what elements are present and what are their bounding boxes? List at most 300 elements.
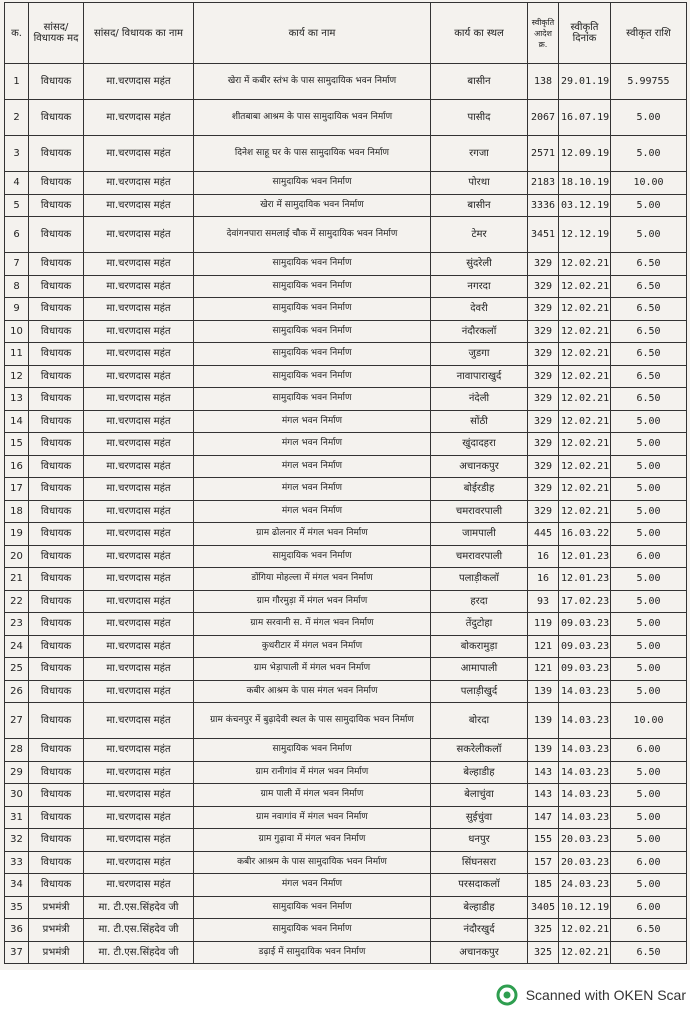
amount-cell: 5.00 bbox=[611, 829, 687, 852]
work-cell: दिनेश साहू घर के पास सामुदायिक भवन निर्माण bbox=[194, 136, 431, 172]
serial-cell: 4 bbox=[5, 172, 29, 195]
date-cell: 12.02.21 bbox=[559, 253, 611, 276]
serial-cell: 8 bbox=[5, 275, 29, 298]
place-cell: बोईरडीह bbox=[431, 478, 528, 501]
serial-cell: 9 bbox=[5, 298, 29, 321]
table-row bbox=[5, 874, 687, 897]
work-cell: शीतबाबा आश्रम के पास सामुदायिक भवन निर्माण bbox=[194, 100, 431, 136]
serial-cell: 28 bbox=[5, 739, 29, 762]
order-cell: 3336 bbox=[528, 194, 559, 217]
name-cell: मा.चरणदास महंत bbox=[84, 874, 194, 897]
header-post: सांसद/ विधायक मद bbox=[29, 3, 84, 64]
serial-cell: 1 bbox=[5, 64, 29, 100]
place-cell: नंदौरकलॉ bbox=[431, 320, 528, 343]
serial-cell: 33 bbox=[5, 851, 29, 874]
amount-cell: 6.50 bbox=[611, 365, 687, 388]
serial-cell: 23 bbox=[5, 613, 29, 636]
scan-watermark-text: Scanned with OKEN Scar bbox=[525, 987, 686, 1003]
name-cell: मा. टी.एस.सिंहदेव जी bbox=[84, 919, 194, 942]
place-cell: बेल्हाडीह bbox=[431, 761, 528, 784]
header-place: कार्य का स्थल bbox=[431, 3, 528, 64]
name-cell: मा.चरणदास महंत bbox=[84, 253, 194, 276]
order-cell: 119 bbox=[528, 613, 559, 636]
order-cell: 329 bbox=[528, 388, 559, 411]
serial-cell: 22 bbox=[5, 590, 29, 613]
place-cell: जामपाली bbox=[431, 523, 528, 546]
table-row bbox=[5, 761, 687, 784]
order-cell: 3405 bbox=[528, 896, 559, 919]
date-cell: 14.03.23 bbox=[559, 784, 611, 807]
order-cell: 16 bbox=[528, 568, 559, 591]
place-cell: चमरावरपाली bbox=[431, 545, 528, 568]
date-cell: 12.02.21 bbox=[559, 343, 611, 366]
name-cell: मा.चरणदास महंत bbox=[84, 320, 194, 343]
post-cell: विधायक bbox=[29, 784, 84, 807]
post-cell: विधायक bbox=[29, 500, 84, 523]
post-cell: विधायक bbox=[29, 100, 84, 136]
table-row bbox=[5, 680, 687, 703]
post-cell: विधायक bbox=[29, 217, 84, 253]
serial-cell: 24 bbox=[5, 635, 29, 658]
amount-cell: 6.50 bbox=[611, 298, 687, 321]
serial-cell: 17 bbox=[5, 478, 29, 501]
amount-cell: 5.00 bbox=[611, 568, 687, 591]
serial-cell: 20 bbox=[5, 545, 29, 568]
name-cell: मा.चरणदास महंत bbox=[84, 194, 194, 217]
work-cell: सामुदायिक भवन निर्माण bbox=[194, 545, 431, 568]
scan-badge bbox=[496, 984, 686, 1006]
work-cell: मंगल भवन निर्माण bbox=[194, 455, 431, 478]
serial-cell: 11 bbox=[5, 343, 29, 366]
post-cell: विधायक bbox=[29, 433, 84, 456]
table-row bbox=[5, 851, 687, 874]
serial-cell: 32 bbox=[5, 829, 29, 852]
order-cell: 157 bbox=[528, 851, 559, 874]
place-cell: बोरदा bbox=[431, 703, 528, 739]
name-cell: मा. टी.एस.सिंहदेव जी bbox=[84, 941, 194, 964]
order-cell: 147 bbox=[528, 806, 559, 829]
post-cell: विधायक bbox=[29, 298, 84, 321]
serial-cell: 37 bbox=[5, 941, 29, 964]
table-row bbox=[5, 64, 687, 100]
serial-cell: 29 bbox=[5, 761, 29, 784]
date-cell: 12.02.21 bbox=[559, 500, 611, 523]
amount-cell: 5.00 bbox=[611, 806, 687, 829]
oken-scanner-logo-icon bbox=[496, 984, 518, 1006]
post-cell: विधायक bbox=[29, 478, 84, 501]
order-cell: 329 bbox=[528, 365, 559, 388]
serial-cell: 34 bbox=[5, 874, 29, 897]
amount-cell: 5.00 bbox=[611, 658, 687, 681]
place-cell: नंदौरखुर्द bbox=[431, 919, 528, 942]
work-cell: कबीर आश्रम के पास सामुदायिक भवन निर्माण bbox=[194, 851, 431, 874]
work-cell: मंगल भवन निर्माण bbox=[194, 478, 431, 501]
name-cell: मा.चरणदास महंत bbox=[84, 500, 194, 523]
date-cell: 03.12.19 bbox=[559, 194, 611, 217]
name-cell: मा.चरणदास महंत bbox=[84, 433, 194, 456]
order-cell: 329 bbox=[528, 478, 559, 501]
table-row bbox=[5, 455, 687, 478]
order-cell: 16 bbox=[528, 545, 559, 568]
name-cell: मा.चरणदास महंत bbox=[84, 455, 194, 478]
date-cell: 12.02.21 bbox=[559, 365, 611, 388]
order-cell: 329 bbox=[528, 455, 559, 478]
place-cell: चमरावरपाली bbox=[431, 500, 528, 523]
amount-cell: 5.00 bbox=[611, 100, 687, 136]
table-row bbox=[5, 941, 687, 964]
post-cell: प्रभमंत्री bbox=[29, 919, 84, 942]
date-cell: 12.01.23 bbox=[559, 545, 611, 568]
place-cell: खुंदादहरा bbox=[431, 433, 528, 456]
amount-cell: 5.00 bbox=[611, 478, 687, 501]
amount-cell: 5.00 bbox=[611, 613, 687, 636]
post-cell: विधायक bbox=[29, 635, 84, 658]
work-cell: ग्राम सरवानी स. में मंगल भवन निर्माण bbox=[194, 613, 431, 636]
post-cell: विधायक bbox=[29, 64, 84, 100]
work-cell: सामुदायिक भवन निर्माण bbox=[194, 172, 431, 195]
serial-cell: 5 bbox=[5, 194, 29, 217]
date-cell: 12.09.19 bbox=[559, 136, 611, 172]
place-cell: पलाड़ीखुर्द bbox=[431, 680, 528, 703]
name-cell: मा.चरणदास महंत bbox=[84, 343, 194, 366]
place-cell: अचानकपुर bbox=[431, 941, 528, 964]
amount-cell: 6.50 bbox=[611, 320, 687, 343]
amount-cell: 5.00 bbox=[611, 194, 687, 217]
work-cell: सामुदायिक भवन निर्माण bbox=[194, 739, 431, 762]
amount-cell: 5.00 bbox=[611, 217, 687, 253]
post-cell: विधायक bbox=[29, 455, 84, 478]
table-row bbox=[5, 343, 687, 366]
post-cell: विधायक bbox=[29, 343, 84, 366]
date-cell: 14.03.23 bbox=[559, 680, 611, 703]
post-cell: विधायक bbox=[29, 739, 84, 762]
place-cell: नावापाराखुर्द bbox=[431, 365, 528, 388]
place-cell: पासीद bbox=[431, 100, 528, 136]
post-cell: विधायक bbox=[29, 829, 84, 852]
amount-cell: 5.00 bbox=[611, 136, 687, 172]
amount-cell: 6.00 bbox=[611, 739, 687, 762]
amount-cell: 6.50 bbox=[611, 343, 687, 366]
date-cell: 17.02.23 bbox=[559, 590, 611, 613]
name-cell: मा.चरणदास महंत bbox=[84, 100, 194, 136]
name-cell: मा.चरणदास महंत bbox=[84, 388, 194, 411]
date-cell: 12.02.21 bbox=[559, 433, 611, 456]
work-cell: कुधरीटार में मंगल भवन निर्माण bbox=[194, 635, 431, 658]
post-cell: विधायक bbox=[29, 590, 84, 613]
amount-cell: 5.00 bbox=[611, 590, 687, 613]
serial-cell: 10 bbox=[5, 320, 29, 343]
date-cell: 12.02.21 bbox=[559, 919, 611, 942]
post-cell: विधायक bbox=[29, 194, 84, 217]
work-cell: ग्राम गौरमुड़ा में मंगल भवन निर्माण bbox=[194, 590, 431, 613]
order-cell: 139 bbox=[528, 739, 559, 762]
date-cell: 14.03.23 bbox=[559, 739, 611, 762]
amount-cell: 6.50 bbox=[611, 388, 687, 411]
post-cell: विधायक bbox=[29, 545, 84, 568]
post-cell: विधायक bbox=[29, 275, 84, 298]
place-cell: देवरी bbox=[431, 298, 528, 321]
serial-cell: 16 bbox=[5, 455, 29, 478]
place-cell: नगरदा bbox=[431, 275, 528, 298]
post-cell: विधायक bbox=[29, 568, 84, 591]
serial-cell: 7 bbox=[5, 253, 29, 276]
date-cell: 24.03.23 bbox=[559, 874, 611, 897]
place-cell: बेलाचुंवा bbox=[431, 784, 528, 807]
name-cell: मा.चरणदास महंत bbox=[84, 523, 194, 546]
place-cell: परसदाकलॉ bbox=[431, 874, 528, 897]
post-cell: विधायक bbox=[29, 320, 84, 343]
work-cell: खेरा में कबीर स्तंभ के पास सामुदायिक भवन निर्माण bbox=[194, 64, 431, 100]
table-header-row bbox=[5, 3, 687, 64]
post-cell: विधायक bbox=[29, 806, 84, 829]
table-row bbox=[5, 919, 687, 942]
post-cell: विधायक bbox=[29, 388, 84, 411]
table-row bbox=[5, 194, 687, 217]
table-row bbox=[5, 298, 687, 321]
post-cell: विधायक bbox=[29, 523, 84, 546]
order-cell: 329 bbox=[528, 343, 559, 366]
serial-cell: 18 bbox=[5, 500, 29, 523]
name-cell: मा.चरणदास महंत bbox=[84, 298, 194, 321]
table-row bbox=[5, 136, 687, 172]
place-cell: अचानकपुर bbox=[431, 455, 528, 478]
date-cell: 29.01.19 bbox=[559, 64, 611, 100]
order-cell: 139 bbox=[528, 703, 559, 739]
amount-cell: 5.00 bbox=[611, 680, 687, 703]
serial-cell: 36 bbox=[5, 919, 29, 942]
date-cell: 12.01.23 bbox=[559, 568, 611, 591]
place-cell: सकरेलीकलॉ bbox=[431, 739, 528, 762]
post-cell: विधायक bbox=[29, 874, 84, 897]
amount-cell: 6.50 bbox=[611, 941, 687, 964]
post-cell: विधायक bbox=[29, 172, 84, 195]
order-cell: 329 bbox=[528, 275, 559, 298]
table-row bbox=[5, 523, 687, 546]
table-row bbox=[5, 658, 687, 681]
work-cell: मंगल भवन निर्माण bbox=[194, 500, 431, 523]
post-cell: विधायक bbox=[29, 410, 84, 433]
date-cell: 12.02.21 bbox=[559, 455, 611, 478]
order-cell: 329 bbox=[528, 410, 559, 433]
table-row bbox=[5, 365, 687, 388]
serial-cell: 19 bbox=[5, 523, 29, 546]
work-cell: सामुदायिक भवन निर्माण bbox=[194, 388, 431, 411]
table-row bbox=[5, 478, 687, 501]
place-cell: तेंदुटोहा bbox=[431, 613, 528, 636]
table-row bbox=[5, 703, 687, 739]
work-cell: कबीर आश्रम के पास मंगल भवन निर्माण bbox=[194, 680, 431, 703]
amount-cell: 5.00 bbox=[611, 410, 687, 433]
date-cell: 12.02.21 bbox=[559, 941, 611, 964]
name-cell: मा.चरणदास महंत bbox=[84, 613, 194, 636]
amount-cell: 6.50 bbox=[611, 253, 687, 276]
work-cell: डढ़ाई में सामुदायिक भवन निर्माण bbox=[194, 941, 431, 964]
table-row bbox=[5, 253, 687, 276]
header-date: स्वीकृति दिनांक bbox=[559, 3, 611, 64]
amount-cell: 5.00 bbox=[611, 874, 687, 897]
table-row bbox=[5, 739, 687, 762]
name-cell: मा.चरणदास महंत bbox=[84, 410, 194, 433]
work-cell: सामुदायिक भवन निर्माण bbox=[194, 343, 431, 366]
serial-cell: 35 bbox=[5, 896, 29, 919]
serial-cell: 30 bbox=[5, 784, 29, 807]
work-cell: ग्राम गुढ़ावा में मंगल भवन निर्माण bbox=[194, 829, 431, 852]
work-cell: सामुदायिक भवन निर्माण bbox=[194, 919, 431, 942]
place-cell: आमापाली bbox=[431, 658, 528, 681]
place-cell: धनपुर bbox=[431, 829, 528, 852]
post-cell: प्रभमंत्री bbox=[29, 896, 84, 919]
name-cell: मा.चरणदास महंत bbox=[84, 365, 194, 388]
date-cell: 14.03.23 bbox=[559, 761, 611, 784]
table-row bbox=[5, 320, 687, 343]
amount-cell: 6.50 bbox=[611, 275, 687, 298]
header-name: सांसद/ विधायक का नाम bbox=[84, 3, 194, 64]
order-cell: 329 bbox=[528, 253, 559, 276]
header-work: कार्य का नाम bbox=[194, 3, 431, 64]
work-cell: डोंगिया मोहल्ला में मंगल भवन निर्माण bbox=[194, 568, 431, 591]
date-cell: 09.03.23 bbox=[559, 613, 611, 636]
post-cell: विधायक bbox=[29, 761, 84, 784]
name-cell: मा.चरणदास महंत bbox=[84, 806, 194, 829]
table-row bbox=[5, 829, 687, 852]
order-cell: 185 bbox=[528, 874, 559, 897]
post-cell: विधायक bbox=[29, 613, 84, 636]
order-cell: 329 bbox=[528, 320, 559, 343]
table-row bbox=[5, 275, 687, 298]
serial-cell: 21 bbox=[5, 568, 29, 591]
name-cell: मा.चरणदास महंत bbox=[84, 680, 194, 703]
order-cell: 2067 bbox=[528, 100, 559, 136]
amount-cell: 6.00 bbox=[611, 896, 687, 919]
name-cell: मा.चरणदास महंत bbox=[84, 851, 194, 874]
name-cell: मा.चरणदास महंत bbox=[84, 478, 194, 501]
serial-cell: 25 bbox=[5, 658, 29, 681]
work-cell: मंगल भवन निर्माण bbox=[194, 433, 431, 456]
name-cell: मा.चरणदास महंत bbox=[84, 568, 194, 591]
date-cell: 12.02.21 bbox=[559, 320, 611, 343]
place-cell: सुईचुंवा bbox=[431, 806, 528, 829]
name-cell: मा.चरणदास महंत bbox=[84, 64, 194, 100]
table-row bbox=[5, 545, 687, 568]
name-cell: मा.चरणदास महंत bbox=[84, 703, 194, 739]
amount-cell: 10.00 bbox=[611, 703, 687, 739]
amount-cell: 5.99755 bbox=[611, 64, 687, 100]
name-cell: मा.चरणदास महंत bbox=[84, 136, 194, 172]
table-row bbox=[5, 388, 687, 411]
table-row bbox=[5, 806, 687, 829]
amount-cell: 5.00 bbox=[611, 433, 687, 456]
work-cell: सामुदायिक भवन निर्माण bbox=[194, 320, 431, 343]
place-cell: बेल्हाडीह bbox=[431, 896, 528, 919]
place-cell: पोरथा bbox=[431, 172, 528, 195]
serial-cell: 3 bbox=[5, 136, 29, 172]
work-cell: मंगल भवन निर्माण bbox=[194, 410, 431, 433]
table-row bbox=[5, 172, 687, 195]
place-cell: सुंदरेली bbox=[431, 253, 528, 276]
name-cell: मा.चरणदास महंत bbox=[84, 635, 194, 658]
scanned-document bbox=[4, 2, 686, 964]
serial-cell: 12 bbox=[5, 365, 29, 388]
order-cell: 445 bbox=[528, 523, 559, 546]
header-amount: स्वीकृत राशि bbox=[611, 3, 687, 64]
order-cell: 93 bbox=[528, 590, 559, 613]
name-cell: मा.चरणदास महंत bbox=[84, 172, 194, 195]
post-cell: विधायक bbox=[29, 136, 84, 172]
date-cell: 18.10.19 bbox=[559, 172, 611, 195]
post-cell: विधायक bbox=[29, 658, 84, 681]
date-cell: 12.02.21 bbox=[559, 410, 611, 433]
date-cell: 20.03.23 bbox=[559, 829, 611, 852]
amount-cell: 5.00 bbox=[611, 635, 687, 658]
name-cell: मा.चरणदास महंत bbox=[84, 545, 194, 568]
order-cell: 121 bbox=[528, 635, 559, 658]
order-cell: 329 bbox=[528, 298, 559, 321]
order-cell: 143 bbox=[528, 784, 559, 807]
order-cell: 143 bbox=[528, 761, 559, 784]
table-row bbox=[5, 590, 687, 613]
order-cell: 3451 bbox=[528, 217, 559, 253]
work-cell: ग्राम भेड़ापाली में मंगल भवन निर्माण bbox=[194, 658, 431, 681]
name-cell: मा.चरणदास महंत bbox=[84, 739, 194, 762]
place-cell: हरदा bbox=[431, 590, 528, 613]
order-cell: 325 bbox=[528, 919, 559, 942]
amount-cell: 5.00 bbox=[611, 761, 687, 784]
name-cell: मा.चरणदास महंत bbox=[84, 658, 194, 681]
work-cell: सामुदायिक भवन निर्माण bbox=[194, 896, 431, 919]
header-serial: क. bbox=[5, 3, 29, 64]
order-cell: 2571 bbox=[528, 136, 559, 172]
work-cell: खेरा में सामुदायिक भवन निर्माण bbox=[194, 194, 431, 217]
date-cell: 10.12.19 bbox=[559, 896, 611, 919]
place-cell: सोंठी bbox=[431, 410, 528, 433]
name-cell: मा.चरणदास महंत bbox=[84, 784, 194, 807]
date-cell: 12.12.19 bbox=[559, 217, 611, 253]
order-cell: 2183 bbox=[528, 172, 559, 195]
order-cell: 325 bbox=[528, 941, 559, 964]
serial-cell: 2 bbox=[5, 100, 29, 136]
work-cell: ग्राम ढोलनार में मंगल भवन निर्माण bbox=[194, 523, 431, 546]
work-cell: सामुदायिक भवन निर्माण bbox=[194, 298, 431, 321]
serial-cell: 31 bbox=[5, 806, 29, 829]
post-cell: विधायक bbox=[29, 851, 84, 874]
date-cell: 09.03.23 bbox=[559, 635, 611, 658]
work-cell: सामुदायिक भवन निर्माण bbox=[194, 275, 431, 298]
amount-cell: 6.50 bbox=[611, 919, 687, 942]
amount-cell: 10.00 bbox=[611, 172, 687, 195]
place-cell: टेमर bbox=[431, 217, 528, 253]
serial-cell: 15 bbox=[5, 433, 29, 456]
work-cell: देवांगनपारा समलाई चौक में सामुदायिक भवन निर्माण bbox=[194, 217, 431, 253]
date-cell: 12.02.21 bbox=[559, 478, 611, 501]
amount-cell: 5.00 bbox=[611, 500, 687, 523]
table-row bbox=[5, 568, 687, 591]
amount-cell: 6.00 bbox=[611, 545, 687, 568]
order-cell: 121 bbox=[528, 658, 559, 681]
table-row bbox=[5, 410, 687, 433]
work-cell: मंगल भवन निर्माण bbox=[194, 874, 431, 897]
post-cell: विधायक bbox=[29, 365, 84, 388]
date-cell: 16.07.19 bbox=[559, 100, 611, 136]
date-cell: 12.02.21 bbox=[559, 298, 611, 321]
date-cell: 12.02.21 bbox=[559, 388, 611, 411]
place-cell: जुडगा bbox=[431, 343, 528, 366]
table-body bbox=[5, 64, 687, 964]
order-cell: 139 bbox=[528, 680, 559, 703]
amount-cell: 5.00 bbox=[611, 455, 687, 478]
work-cell: ग्राम नवागांव में मंगल भवन निर्माण bbox=[194, 806, 431, 829]
order-cell: 155 bbox=[528, 829, 559, 852]
post-cell: विधायक bbox=[29, 253, 84, 276]
